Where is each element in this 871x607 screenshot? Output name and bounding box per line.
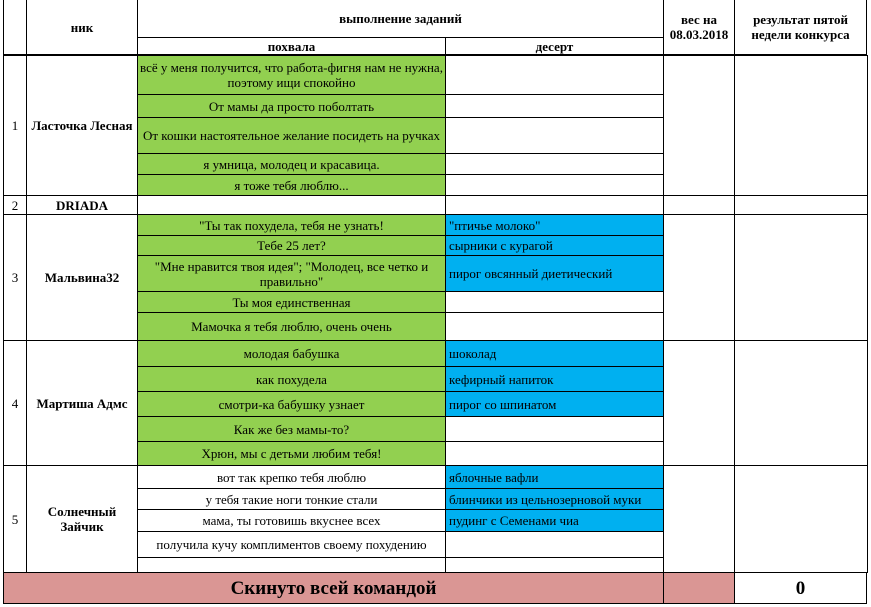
dessert-cell[interactable] [445,117,664,154]
header-weight[interactable]: вес на 08.03.2018 [663,0,735,55]
participant-number[interactable]: 2 [3,195,27,215]
praise-cell[interactable]: как похудела [137,366,446,392]
praise-cell[interactable]: мама, ты готовишь вкуснее всех [137,509,446,532]
praise-cell[interactable]: смотри-ка бабушку узнает [137,391,446,417]
participant-number[interactable]: 5 [3,465,27,573]
dessert-cell[interactable] [445,312,664,341]
participant-weight-cell[interactable] [663,55,735,196]
participant-number[interactable]: 4 [3,340,27,466]
dessert-cell[interactable]: сырники с курагой [445,235,664,256]
participant-name[interactable]: Мартиша Адмс [26,340,138,466]
participant-name[interactable]: Мальвина32 [26,214,138,341]
dessert-cell[interactable] [445,557,664,573]
dessert-cell[interactable]: шоколад [445,340,664,367]
praise-cell[interactable]: Ты моя единственная [137,291,446,313]
participant-name[interactable]: Солнечный Зайчик [26,465,138,573]
dessert-cell[interactable]: кефирный напиток [445,366,664,392]
dessert-cell[interactable]: пирог овсянный диетический [445,255,664,292]
praise-cell[interactable]: Хрюн, мы с детьми любим тебя! [137,441,446,466]
participant-number[interactable]: 3 [3,214,27,341]
praise-cell[interactable]: "Ты так похудела, тебя не узнать! [137,214,446,236]
participant-result-cell[interactable] [734,195,868,215]
header-tasks[interactable]: выполнение заданий [137,0,664,38]
participant-name[interactable]: Ласточка Лесная [26,55,138,196]
participant-number[interactable]: 1 [3,55,27,196]
dessert-cell[interactable] [445,291,664,313]
header-dessert[interactable]: десерт [445,37,664,55]
header-result[interactable]: результат пятой недели конкурса [734,0,867,55]
praise-cell[interactable]: получила кучу комплиментов своему похудению [137,531,446,558]
participant-weight-cell[interactable] [663,465,735,573]
dessert-cell[interactable] [445,55,664,95]
dessert-cell[interactable]: яблочные вафли [445,465,664,489]
participant-result-cell[interactable] [734,465,868,573]
dessert-cell[interactable] [445,531,664,558]
participant-name[interactable]: DRIADA [26,195,138,215]
dessert-cell[interactable] [445,416,664,442]
praise-cell[interactable]: всё у меня получится, что работа-фигня нам не нужна, поэтому ищи спокойно [137,55,446,95]
participant-weight-cell[interactable] [663,214,735,341]
praise-cell[interactable]: у тебя такие ноги тонкие стали [137,488,446,510]
dessert-cell[interactable]: пирог со шпинатом [445,391,664,417]
praise-cell[interactable]: молодая бабушка [137,340,446,367]
praise-cell[interactable]: я умница, молодец и красавица. [137,153,446,175]
dessert-cell[interactable]: блинчики из цельнозерновой муки [445,488,664,510]
participant-weight-cell[interactable] [663,195,735,215]
dessert-cell[interactable] [445,195,664,215]
participant-result-cell[interactable] [734,340,868,466]
footer-total[interactable]: 0 [734,572,867,604]
header-num-cell[interactable] [3,0,27,55]
dessert-cell[interactable] [445,174,664,196]
header-praise[interactable]: похвала [137,37,446,55]
footer-weight-cell[interactable] [663,572,735,604]
praise-cell[interactable]: Мамочка я тебя люблю, очень очень [137,312,446,341]
praise-cell[interactable] [137,195,446,215]
header-nick[interactable]: ник [26,0,138,55]
participant-result-cell[interactable] [734,55,868,196]
praise-cell[interactable]: Как же без мамы-то? [137,416,446,442]
dessert-cell[interactable] [445,153,664,175]
dessert-cell[interactable] [445,94,664,118]
praise-cell[interactable] [137,557,446,573]
praise-cell[interactable]: От мамы да просто поболтать [137,94,446,118]
dessert-cell[interactable]: пудинг с Семенами чиа [445,509,664,532]
praise-cell[interactable]: я тоже тебя люблю... [137,174,446,196]
praise-cell[interactable]: Тебе 25 лет? [137,235,446,256]
praise-cell[interactable]: "Мне нравится твоя идея"; "Молодец, все четко и правильно" [137,255,446,292]
dessert-cell[interactable] [445,441,664,466]
participant-weight-cell[interactable] [663,340,735,466]
dessert-cell[interactable]: "птичье молоко" [445,214,664,236]
participant-result-cell[interactable] [734,214,868,341]
footer-label[interactable]: Скинуто всей командой [3,572,664,604]
praise-cell[interactable]: От кошки настоятельное желание посидеть на ручках [137,117,446,154]
praise-cell[interactable]: вот так крепко тебя люблю [137,465,446,489]
